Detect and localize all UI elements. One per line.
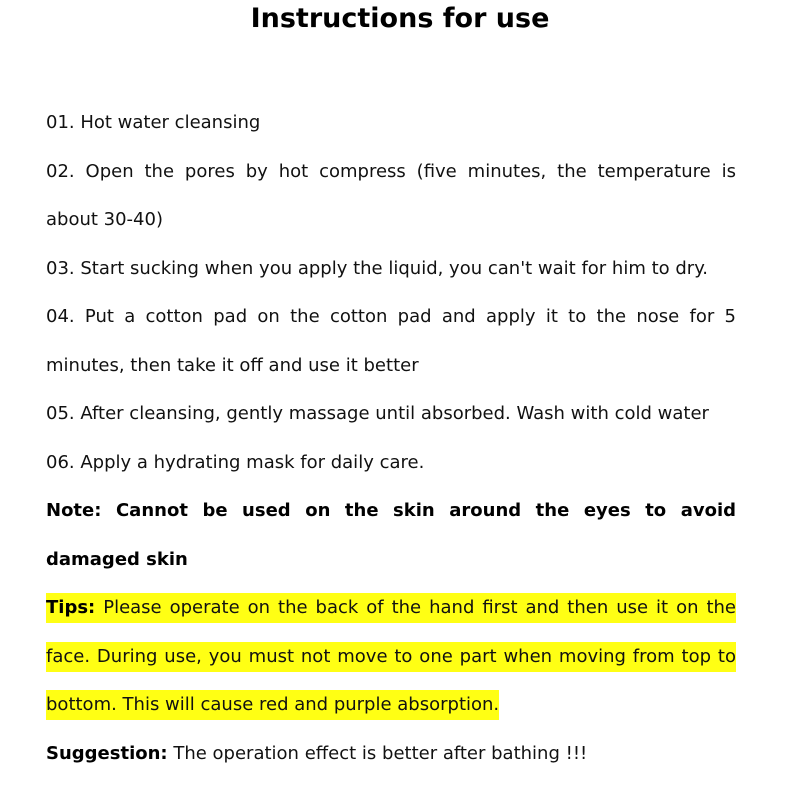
instructions-content: [46, 99, 736, 778]
step-5: 05. After cleansing, gently massage until absorbed. Wash with cold water: [46, 403, 709, 424]
step-1: 01. Hot water cleansing: [46, 112, 261, 133]
step-6: 06. Apply a hydrating mask for daily care.: [46, 451, 425, 473]
tips-paragraph: [46, 584, 736, 730]
tips-highlight: [46, 593, 736, 720]
suggestion-paragraph: [46, 730, 736, 779]
note-text: Note: Cannot be used on the skin around the eyes to avoid damaged skin: [46, 500, 736, 570]
suggestion-label: Suggestion:: [46, 742, 168, 764]
tips-label: Tips:: [46, 597, 96, 618]
suggestion-text: The operation effect is better after bathing !!!: [167, 742, 588, 764]
step-3: 03. Start sucking when you apply the liquid, you can't wait for him to dry.: [46, 257, 709, 279]
step-2: 02. Open the pores by hot compress (five minutes, the temperature is about 30-40): [46, 160, 736, 230]
step-4: 04. Put a cotton pad on the cotton pad and apply it to the nose for 5 minutes, then take it off and use it better: [46, 306, 736, 376]
tips-text: Please operate on the back of the hand first and then use it on the face. During use, you must not move to one part when moving from top to bottom. This will cause red and purple absorption.: [46, 597, 736, 715]
page-title: Instructions for use: [250, 3, 550, 34]
